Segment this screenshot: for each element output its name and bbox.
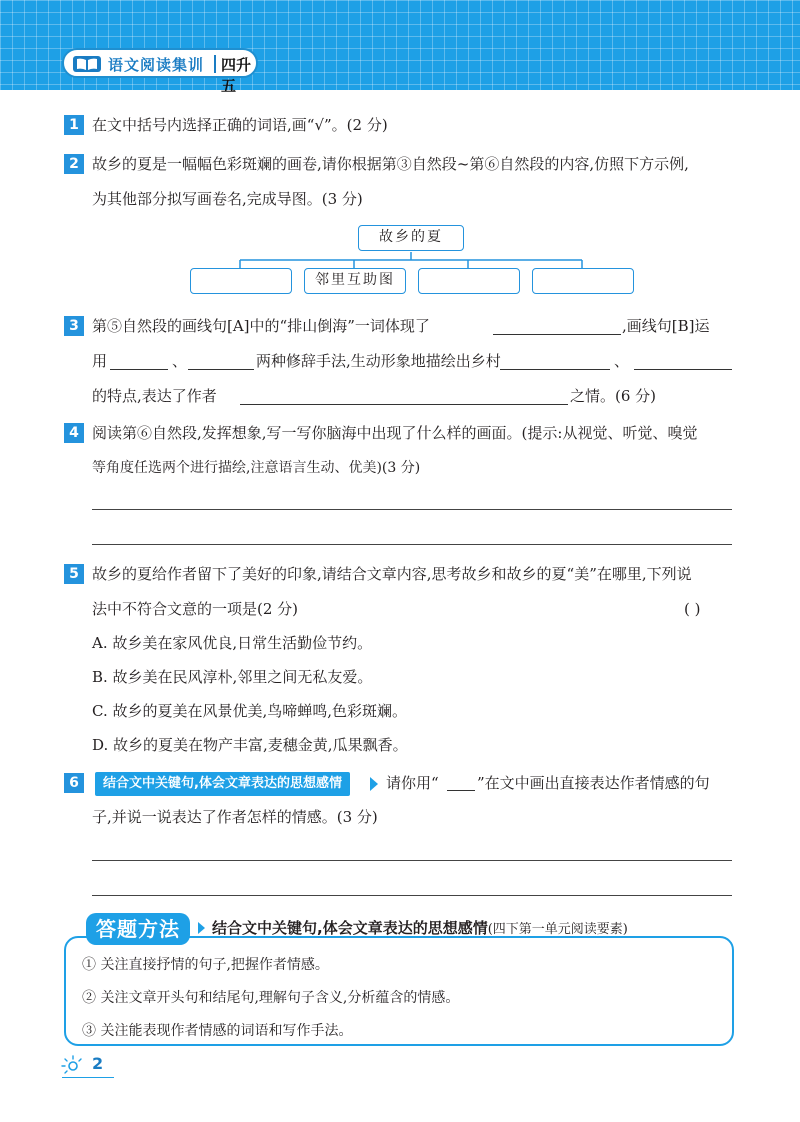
page-number: 2 bbox=[92, 1054, 104, 1073]
method-item-3: ③ 关注能表现作者情感的词语和写作手法。 bbox=[82, 1023, 353, 1039]
question-3-line-2a: 用 bbox=[92, 352, 108, 370]
option-c[interactable]: C. 故乡的夏美在风景优美,鸟啼蝉鸣,色彩斑斓。 bbox=[92, 702, 408, 720]
mind-map-node-example: 邻里互助图 bbox=[304, 268, 406, 294]
question-4-line-2: 等角度任选两个进行描绘,注意语言生动、优美)(3 分) bbox=[92, 460, 421, 476]
answer-blank-q3-2[interactable] bbox=[110, 369, 168, 370]
question-3-line-1a: 第⑤自然段的画线句[A]中的“排山倒海”一词体现了 bbox=[92, 317, 430, 335]
mind-map-node-blank-3[interactable] bbox=[532, 268, 634, 294]
answer-blank-q3-3[interactable] bbox=[188, 369, 254, 370]
mind-map-node-blank-1[interactable] bbox=[190, 268, 292, 294]
answer-line-q6-2[interactable] bbox=[92, 895, 732, 896]
question-3-line-1b: ,画线句[B]运 bbox=[622, 317, 710, 335]
question-3-line-2d: 、 bbox=[614, 352, 630, 370]
mind-map-root: 故乡的夏 bbox=[358, 225, 464, 251]
tip-arrow-icon bbox=[370, 777, 378, 791]
method-heading bbox=[212, 917, 628, 941]
method-label: 答题方法 bbox=[86, 913, 190, 945]
option-b[interactable]: B. 故乡美在民风淳朴,邻里之间无私友爱。 bbox=[92, 668, 373, 686]
method-arrow-icon bbox=[198, 922, 205, 934]
question-5-line-1: 故乡的夏给作者留下了美好的印象,请结合文章内容,思考故乡和故乡的夏“美”在哪里,下列说 bbox=[92, 565, 692, 583]
tip-label: 结合文中关键句,体会文章表达的思想感情 bbox=[95, 772, 350, 796]
answer-blank-q6-mark bbox=[447, 790, 475, 791]
mind-map-connectors bbox=[0, 0, 800, 300]
question-number-3: 3 bbox=[64, 316, 84, 336]
method-note: (四下第一单元阅读要素) bbox=[487, 922, 628, 937]
answer-line-q4-2[interactable] bbox=[92, 544, 732, 545]
question-number-6: 6 bbox=[64, 773, 84, 793]
footer-rule bbox=[62, 1077, 114, 1078]
question-1-text: 在文中括号内选择正确的词语,画“√”。(2 分) bbox=[92, 116, 388, 134]
question-3-line-2b: 、 bbox=[172, 352, 188, 370]
option-a[interactable]: A. 故乡美在家风优良,日常生活勤俭节约。 bbox=[92, 634, 373, 652]
series-title: 语文阅读集训 bbox=[108, 56, 205, 74]
option-d[interactable]: D. 故乡的夏美在物产丰富,麦穗金黄,瓜果飘香。 bbox=[92, 736, 408, 754]
answer-blank-q3-6[interactable] bbox=[240, 404, 568, 405]
method-heading-text: 结合文中关键句,体会文章表达的思想感情 bbox=[212, 919, 488, 937]
answer-line-q6-1[interactable] bbox=[92, 860, 732, 861]
question-6-line-1a: 请你用“ bbox=[386, 774, 439, 792]
question-number-1: 1 bbox=[64, 115, 84, 135]
question-3-line-2c: 两种修辞手法,生动形象地描绘出乡村 bbox=[256, 352, 501, 370]
question-number-4: 4 bbox=[64, 423, 84, 443]
question-3-line-3b: 之情。(6 分) bbox=[570, 387, 657, 405]
answer-paren-q5[interactable]: ( ) bbox=[684, 600, 701, 618]
method-item-2: ② 关注文章开头句和结尾句,理解句子含义,分析蕴含的情感。 bbox=[82, 990, 460, 1006]
question-number-5: 5 bbox=[64, 564, 84, 584]
answer-blank-q3-5[interactable] bbox=[634, 369, 732, 370]
mind-map-node-blank-2[interactable] bbox=[418, 268, 520, 294]
question-3-line-3a: 的特点,表达了作者 bbox=[92, 387, 217, 405]
answer-blank-q3-4[interactable] bbox=[500, 369, 610, 370]
question-6-line-2: 子,并说一说表达了作者怎样的情感。(3 分) bbox=[92, 808, 378, 826]
answer-blank-q3-1[interactable] bbox=[493, 334, 621, 335]
answer-line-q4-1[interactable] bbox=[92, 509, 732, 510]
question-4-line-1: 阅读第⑥自然段,发挥想象,写一写你脑海中出现了什么样的画面。(提示:从视觉、听觉、嗅觉 bbox=[92, 424, 698, 442]
method-item-1: ① 关注直接抒情的句子,把握作者情感。 bbox=[82, 957, 329, 973]
sun-swirl-icon bbox=[60, 1054, 86, 1076]
question-number-2: 2 bbox=[64, 154, 84, 174]
question-5-line-2: 法中不符合文意的一项是(2 分) bbox=[92, 600, 299, 618]
grade-label: 四升五 bbox=[221, 56, 252, 95]
question-6-line-1b: ”在文中画出直接表达作者情感的句 bbox=[477, 774, 710, 792]
question-2-line-2: 为其他部分拟写画卷名,完成导图。(3 分) bbox=[92, 190, 363, 208]
question-2-line-1: 故乡的夏是一幅幅色彩斑斓的画卷,请你根据第③自然段~第⑥自然段的内容,仿照下方示例, bbox=[92, 155, 689, 173]
